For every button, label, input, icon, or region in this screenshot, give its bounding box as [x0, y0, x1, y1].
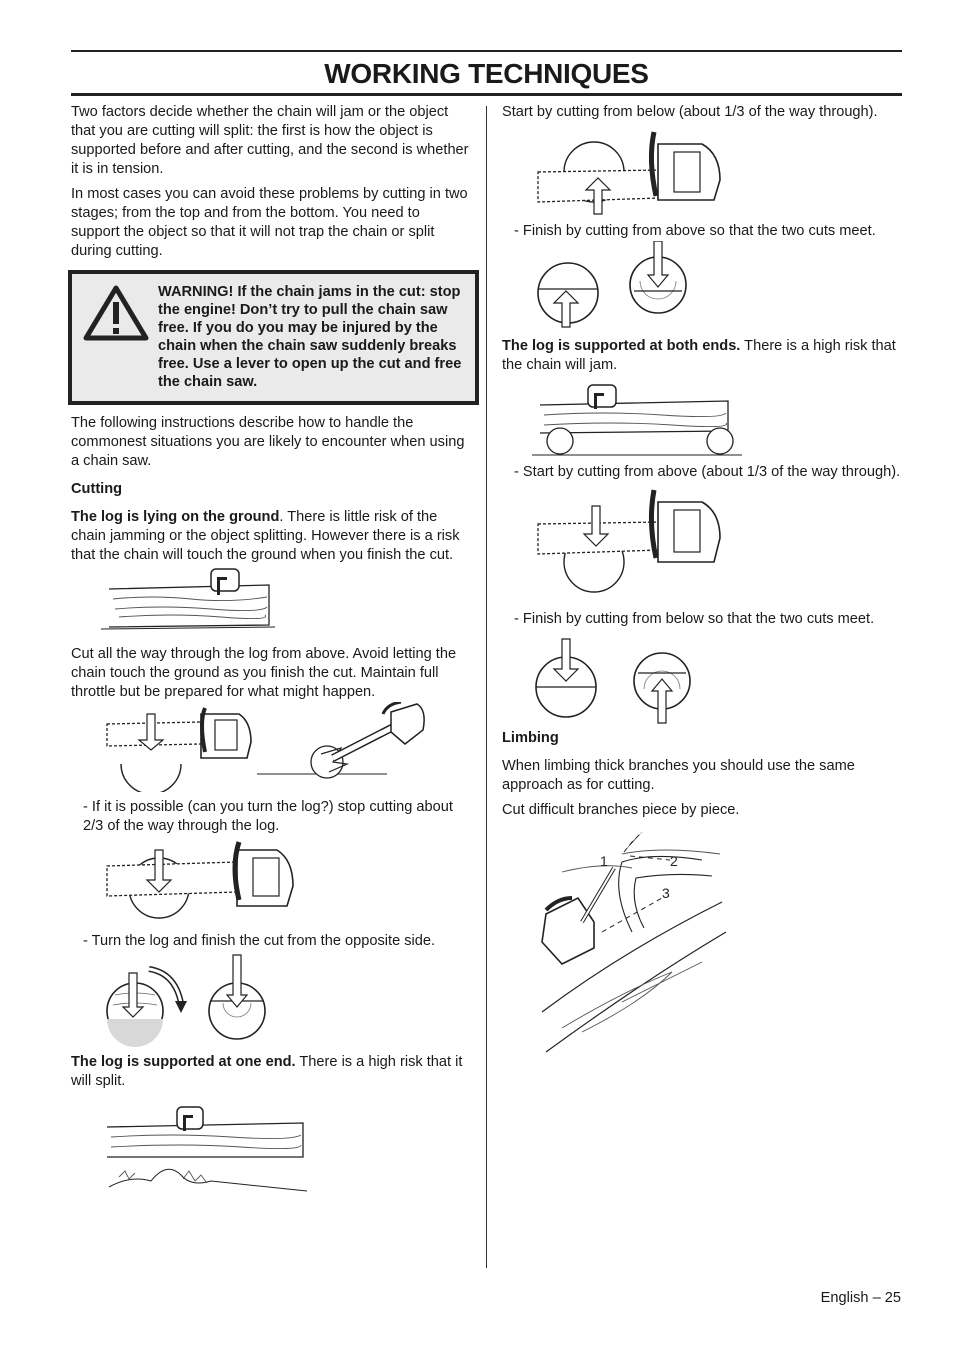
log-on-ground-figure	[71, 565, 471, 633]
title-rule	[71, 93, 902, 96]
one-end-rest: There is a high risk that it will split.	[71, 1054, 463, 1089]
both-ends-rest: There is a high risk that the chain will jam.	[502, 338, 896, 373]
both-ends-bold: The log is supported at both ends.	[502, 338, 741, 354]
page-footer: English – 25	[820, 1290, 901, 1306]
warning-box	[68, 270, 479, 405]
instructions-paragraph: The following instructions describe how to handle the commonest situations you are likely to encounter when using a chain saw.	[71, 415, 465, 469]
turn-log-figure	[71, 951, 471, 1047]
one-end-bold: The log is supported at one end.	[71, 1054, 296, 1070]
page-title: WORKING TECHNIQUES	[324, 58, 649, 89]
turn-log-paragraph: - Turn the log and finish the cut from the opposite side.	[83, 933, 436, 949]
cutting-heading: Cutting	[71, 481, 123, 497]
ground-rest: . There is little risk of the chain jamming or the object splitting. However there is a risk that the chain will touch the ground when you finish the cut.	[71, 509, 460, 563]
right-column	[502, 103, 906, 1064]
one-end-paragraph	[71, 1053, 471, 1091]
cut-below-figure	[502, 122, 906, 216]
finish-below-paragraph: - Finish by cutting from below so that the two cuts meet.	[514, 611, 875, 627]
limbing-paragraph: When limbing thick branches you should use the same approach as for cutting.	[502, 758, 855, 793]
turn-question-paragraph: - If it is possible (can you turn the log?) stop cutting about 2/3 of the way through the log.	[83, 799, 453, 834]
limb-label-1: 1	[600, 853, 608, 869]
finish-above-paragraph: - Finish by cutting from above so that the two cuts meet.	[514, 223, 876, 239]
one-end-figure	[71, 1091, 471, 1201]
limb-label-2: 2	[670, 853, 678, 869]
two-thirds-figure	[71, 836, 471, 926]
warning-text: WARNING! If the chain jams in the cut: stop the engine! Don’t try to pull the chain saw free. If you do you may be injured by the chain when the chain saw suddenly breaks free. Use a lever to open up the cut and free the chain saw.	[158, 284, 462, 391]
start-below-paragraph: Start by cutting from below (about 1/3 of the way through).	[502, 104, 878, 120]
limbing-heading: Limbing	[502, 730, 559, 746]
left-column	[71, 103, 471, 1201]
cut-through-paragraph: Cut all the way through the log from above. Avoid letting the chain touch the ground as you finish the cut. Maintain full throttle but be prepared for what might happen.	[71, 646, 457, 700]
two-stage-paragraph: In most cases you can avoid these problems by cutting in two stages; from the top and from the bottom. You need to support the object so that it will not trap the chain or split during cutting.	[71, 186, 468, 259]
finish-below-figure	[502, 629, 906, 725]
ground-bold: The log is lying on the ground	[71, 509, 280, 525]
top-rule	[71, 50, 902, 52]
column-divider	[486, 106, 487, 1268]
cut-through-figure	[71, 702, 471, 792]
intro-paragraph: Two factors decide whether the chain will jam or the object that you are cutting will split: the first is how the object is supported before and after cutting, and the second is whether it is in tension.	[71, 104, 469, 177]
limb-label-3: 3	[662, 885, 670, 901]
both-ends-figure	[502, 375, 906, 457]
start-above-figure	[502, 482, 906, 598]
ground-paragraph	[71, 508, 471, 565]
finish-above-figure	[502, 241, 906, 331]
both-ends-paragraph	[502, 337, 906, 375]
piece-by-piece-paragraph: Cut difficult branches piece by piece.	[502, 802, 740, 818]
warning-triangle-icon	[82, 284, 150, 342]
start-above-paragraph: - Start by cutting from above (about 1/3 of the way through).	[514, 464, 901, 480]
limbing-figure	[502, 832, 906, 1064]
